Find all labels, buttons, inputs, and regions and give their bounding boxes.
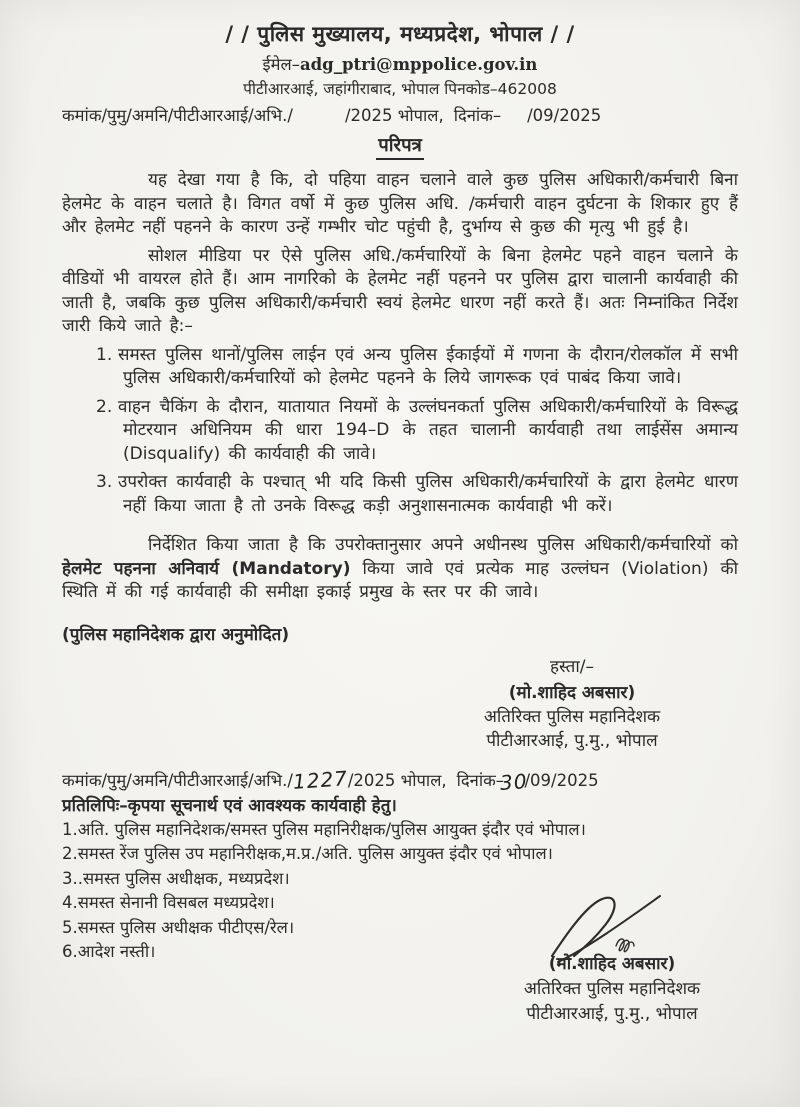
paragraph-2: सोशल मीडिया पर ऐसे पुलिस अधि./कर्मचारियों के बिना हेलमेट पहने वाहन चलाने के वीडियों भी वायरल होते हैं। आम नागरिको के हेलमेट नहीं पहनने पर पुलिस द्वारा चालानी कार्यवाही की जाती है, जबकि कुछ पुलिस अधिकारी/कर्मचारी स्वयं हेलमेट धारण नहीं करते हैं। अतः निम्नांकित निर्देश जारी किये जाते है:– [62, 245, 738, 336]
signatory-name: (मो.शाहिद अबसार) [508, 682, 636, 703]
copy-recipient-1: 1.अति. पुलिस महानिदेशक/समस्त पुलिस महानिरीक्षक/पुलिस आयुक्त इंदौर एवं भोपाल। [62, 819, 586, 839]
ref-date-label: दिनांक– [453, 106, 502, 125]
signatory-office: पीटीआरआई, पु.मु., भोपाल [486, 730, 658, 751]
handwritten-date-day: 30 [499, 768, 529, 795]
directive-text: उपरोक्त कार्यवाही के पश्चात् भी यदि किसी पुलिस अधिकारी/कर्मचारियों के द्वारा हेलमेट धारण नहीं किया जाता है तो उनके विरूद्ध कड़ी अनुशासनात्मक कार्यवाही भी करें। [118, 472, 738, 516]
endorsement-reference-line [62, 765, 738, 795]
ref-prefix: कमांक/पुमु/अमनि/पीटीआरआई/अभि./ [62, 106, 293, 125]
directive-item-3 [96, 471, 738, 518]
copy-recipient-3: 3..समस्त पुलिस अधीक्षक, मध्यप्रदेश। [62, 868, 290, 888]
paragraph-3-post: किया जावे एवं प्रत्येक माह उल्लंघन (Violation) की स्थिति में की गई कार्यवाही की समीक्षा इकाई प्रमुख के स्तर पर की जावे। [62, 558, 738, 602]
directive-number: 2. [96, 396, 113, 417]
endorse-date-label: दिनांक– [456, 770, 505, 790]
office-address: पीटीआरआई, जहांगीराबाद, भोपाल पिनकोड–462008 [243, 80, 557, 98]
directive-number: 1. [96, 344, 113, 365]
signatory-office: पीटीआरआई, पु.मु., भोपाल [526, 1004, 698, 1024]
document-title-wrap [62, 132, 738, 160]
ref-date: /09/2025 [527, 106, 602, 125]
police-hq-masthead: / / पुलिस मुख्यालय, मध्यप्रदेश, भोपाल / / [225, 22, 575, 46]
email-line [62, 52, 738, 75]
paragraph-3-pre: निर्देशित किया जाता है कि उपरोक्तानुसार अपने अधीनस्थ पुलिस अधिकारी/कर्मचारियों को [148, 535, 738, 555]
reference-number-line [62, 103, 738, 126]
endorse-date-rest: /09/2025 [524, 770, 599, 790]
copy-recipient-4: 4.समस्त सेनानी विसबल मध्यप्रदेश। [62, 893, 275, 912]
directive-number: 3. [96, 472, 113, 492]
signed-abbreviation: हस्ता/– [550, 656, 594, 677]
endorse-ref-year: /2025 भोपाल, [347, 770, 447, 790]
signatory-designation: अतिरिक्त पुलिस महानिदेशक [523, 979, 701, 999]
dgp-approval-note: (पुलिस महानिदेशक द्वारा अनुमोदित) [62, 624, 290, 645]
directive-item-1 [96, 344, 738, 391]
paragraph-1: यह देखा गया है कि, दो पहिया वाहन चलाने वाले कुछ पुलिस अधिकारी/कर्मचारी बिना हेलमेट के वाहन चलाते है। विगत वर्षो में कुछ पुलिस अधि. /कर्मचारी वाहन दुर्घटना के शिकार हुए हैं और हेलमेट नहीं पहनने के कारण उन्हें गम्भीर चोट पहुंची है, दुर्भाग्य से कुछ की मृत्यु भी हुई है। [62, 170, 738, 237]
directive-text: समस्त पुलिस थानों/पुलिस लाईन एवं अन्य पुलिस ईकाईयों में गणना के दौरान/रोलकॉल में सभी पुलिस अधिकारी/कर्मचारियों को हेलमेट पहनने के लिये जागरूक एवं पाबंद किया जावे। [118, 344, 738, 388]
email-address: adg_ptri@mppolice.gov.in [299, 55, 538, 74]
signatory-designation: अतिरिक्त पुलिस महानिदेशक [483, 706, 661, 727]
directive-item-2 [96, 396, 738, 467]
paragraph-3 [62, 534, 738, 605]
copy-to-heading: प्रतिलिपिः–कृपया सूचनार्थ एवं आवश्यक कार्यवाही हेतु। [62, 795, 397, 816]
signature-block-signed [472, 952, 752, 1027]
directive-list [96, 344, 738, 519]
handwritten-ref-number: 1227 [292, 765, 349, 794]
handwritten-signature-icon [542, 894, 692, 974]
email-label: ईमेल– [262, 55, 300, 74]
directive-text: वाहन चैकिंग के दौरान, यातायात नियमों के उल्लंघनकर्ता पुलिस अधिकारी/कर्मचारियों के विरूद्ध मोटरयान अधिनियम की धारा 194–D के तहत चालानी कार्यवाही तथा लाईसेंस अमान्य (Disqualify) की कार्यवाही की जावे। [118, 396, 738, 464]
copy-recipient-2: 2.समस्त रेंज पुलिस उप महानिरीक्षक,म.प्र./अति. पुलिस आयुक्त इंदौर एवं भोपाल। [62, 844, 553, 863]
mandatory-emphasis: हेलमेट पहनना अनिवार्य (Mandatory) [62, 558, 351, 579]
signature-block-typed [442, 655, 702, 753]
signatory-name: (मो.शाहिद अबसार) [548, 954, 676, 974]
endorse-ref-prefix: कमांक/पुमु/अमनि/पीटीआरआई/अभि./ [62, 770, 293, 790]
copy-recipient-5: 5.समस्त पुलिस अधीक्षक पीटीएस/रेल। [62, 917, 295, 937]
document-title: परिपत्र [376, 132, 424, 160]
ref-year: /2025 भोपाल, [344, 106, 444, 125]
copy-recipient-6: 6.आदेश नस्ती। [62, 942, 156, 961]
